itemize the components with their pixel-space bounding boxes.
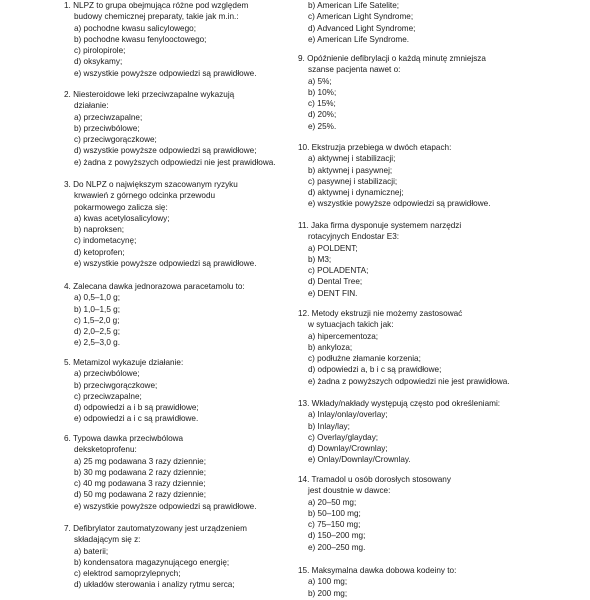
answer-option: a) 5%; [308,76,332,86]
answer-option: d) 2,0–2,5 g; [74,327,120,337]
answer-option: e) odpowiedzi a i c są prawidłowe. [74,414,199,424]
answer-option: d) 50 mg podawana 2 razy dziennie; [74,490,206,500]
answer-option: b) Inlay/lay; [308,421,350,431]
answer-option: a) hipercementoza; [308,331,379,341]
answer-option: a) POLDENT; [308,243,358,253]
answer-option: d) oksykamy; [74,57,123,67]
question-text: 6. Typowa dawka przeciwbólowa [64,434,184,443]
question-block [298,142,548,210]
answer-option: d) odpowiedzi a i b są prawidłowe; [74,403,199,413]
answer-option: a) przeciwzapalne; [74,112,143,122]
answer-option: c) elektrod samoprzylepnych; [74,569,181,579]
answer-option: c) indometacynę; [74,236,137,246]
question-text: 9. Opóźnienie defibrylacji o każdą minutę zmniejsza [298,54,486,63]
answer-option: b) kondensatora magazynującego energię; [74,557,230,567]
answer-option: b) 30 mg podawana 2 razy dziennie; [74,467,206,477]
answer-option: b) aktywnej i pasywnej; [308,165,393,175]
answer-option: d) 150–200 mg; [308,531,366,541]
answer-option: b) American Life Satelite; [308,1,400,10]
question-text: 11. Jaka firma dysponuje systemem narzędzi [298,221,462,230]
question-text: 2. Niesteroidowe leki przeciwzapalne wykazują [64,90,235,99]
question-text: 10. Ekstruzja przebiega w dwóch etapach: [298,143,452,152]
question-block [64,281,296,349]
answer-option: e) wszystkie powyższe odpowiedzi są prawidłowe. [74,68,257,78]
answer-option: b) pochodne kwasu fenylooctowego; [74,34,207,44]
answer-option: d) Advanced Light Syndrome; [308,23,416,33]
answer-option: e) American Life Syndrome. [308,34,410,44]
question-text-continued: szanse pacjenta nawet o: [308,65,401,75]
answer-option: b) 1,0–1,5 g; [74,304,120,314]
answer-option: b) M3; [308,254,332,264]
question-text-continued: krwawień z górnego odcinka przewodu [74,191,216,201]
question-block [298,220,548,299]
question-block [64,0,296,79]
answer-option: e) DENT FIN. [308,288,358,298]
answer-option: b) 50–100 mg; [308,508,361,518]
answer-option: a) pochodne kwasu salicylowego; [74,23,196,33]
answer-option: a) Inlay/onlay/overlay; [308,410,388,420]
answer-option: a) 0,5–1,0 g; [74,293,120,303]
answer-option: e) 2,5–3,0 g. [74,338,120,348]
question-text-continued: rotacyjnych Endostar E3: [308,232,400,242]
answer-option: a) kwas acetylosalicylowy; [74,213,170,223]
answer-option: e) 200–250 mg. [308,542,366,552]
question-text: 15. Maksymalna dawka dobowa kodeiny to: [298,566,457,575]
answer-option: c) 1,5–2,0 g; [74,315,120,325]
answer-option: a) aktywnej i stabilizacji; [308,154,396,164]
question-block [64,89,296,168]
question-block [64,433,296,512]
answer-option: c) Overlay/glayday; [308,432,379,442]
answer-option: a) baterii; [74,546,109,556]
answer-option: e) żadna z powyższych odpowiedzi nie jest prawidłowa. [74,157,276,167]
answer-option: e) wszystkie powyższe odpowiedzi są prawidłowe. [74,259,257,269]
answer-option: c) POLADENTA; [308,266,369,276]
answer-option: d) układów sterowania i analizy rytmu serca; [74,580,235,590]
answer-option: c) 75–150 mg; [308,520,361,530]
question-block [64,357,296,425]
question-block [298,565,548,599]
answer-option: b) 200 mg; [308,588,348,598]
answer-option: c) przeciwgorączkowe; [74,135,157,145]
question-block [298,53,548,132]
question-text: 12. Metody ekstruzji nie możemy zastosować [298,309,463,318]
answer-option: a) 100 mg; [308,577,348,587]
answer-option: e) wszystkie powyższe odpowiedzi są prawidłowe. [308,199,491,209]
answer-option: a) przeciwbólowe; [74,369,140,379]
answer-option: e) żadna z powyższych odpowiedzi nie jest prawidłowa. [308,376,510,386]
answer-option: c) podłużne złamanie korzenia; [308,354,421,364]
answer-option: b) przeciwgorączkowe; [74,380,158,390]
answer-option: c) pirolopirole; [74,46,126,56]
answer-option: e) Onlay/Downlay/Crownlay. [308,455,411,465]
question-text-continued: deksketoprofenu: [74,445,137,455]
answer-option: d) Dental Tree; [308,277,363,287]
question-text-continued: jest doustnie w dawce: [308,486,391,496]
answer-option: d) aktywnej i dynamicznej; [308,188,404,198]
answer-option: e) wszystkie powyższe odpowiedzi są prawidłowe. [74,501,257,511]
question-block [298,0,548,45]
question-block [64,179,296,269]
answer-option: b) 10%; [308,87,337,97]
question-block [298,308,548,387]
answer-option: c) przeciwzapalne; [74,391,142,401]
answer-option: c) American Light Syndrome; [308,12,414,22]
question-text: 1. NLPZ to grupa obejmująca różne pod względem [64,1,249,10]
answer-option: b) przeciwbólowe; [74,123,140,133]
answer-option: d) Downlay/Crownlay; [308,444,388,454]
answer-option: a) 25 mg podawana 3 razy dziennie; [74,456,206,466]
question-block [298,474,548,553]
answer-option: d) odpowiedzi a, b i c są prawidłowe; [308,365,442,375]
question-text-continued: składającym się z: [74,535,141,545]
question-text-continued: w sytuacjach takich jak: [308,320,394,330]
question-block [64,523,296,591]
question-text-continued: pokarmowego zalicza się: [74,202,168,212]
answer-option: b) ankyloza; [308,342,353,352]
question-block [298,398,548,466]
answer-option: b) naproksen; [74,225,125,235]
answer-option: c) 15%; [308,99,336,109]
question-text: 13. Wkłady/nakłady występują często pod określeniami: [298,399,501,408]
question-text: 3. Do NLPZ o największym szacowanym ryzyku [64,180,238,189]
answer-option: c) pasywnej i stabilizacji; [308,176,398,186]
answer-option: e) 25%. [308,121,337,131]
answer-option: d) ketoprofen; [74,247,125,257]
answer-option: a) 20–50 mg; [308,497,357,507]
question-text: 5. Metamizol wykazuje działanie: [64,358,184,367]
answer-option: c) 40 mg podawana 3 razy dziennie; [74,479,206,489]
question-text: 7. Defibrylator zautomatyzowany jest urządzeniem [64,524,247,533]
question-text-continued: budowy chemicznej preparaty, takie jak m.in.: [74,12,239,22]
question-text: 4. Zalecana dawka jednorazowa paracetamolu to: [64,282,245,291]
answer-option: d) wszystkie powyższe odpowiedzi są prawidłowe; [74,146,257,156]
question-text: 14. Tramadol u osób dorosłych stosowany [298,475,451,484]
question-text-continued: działanie: [74,101,109,111]
answer-option: d) 20%; [308,110,337,120]
